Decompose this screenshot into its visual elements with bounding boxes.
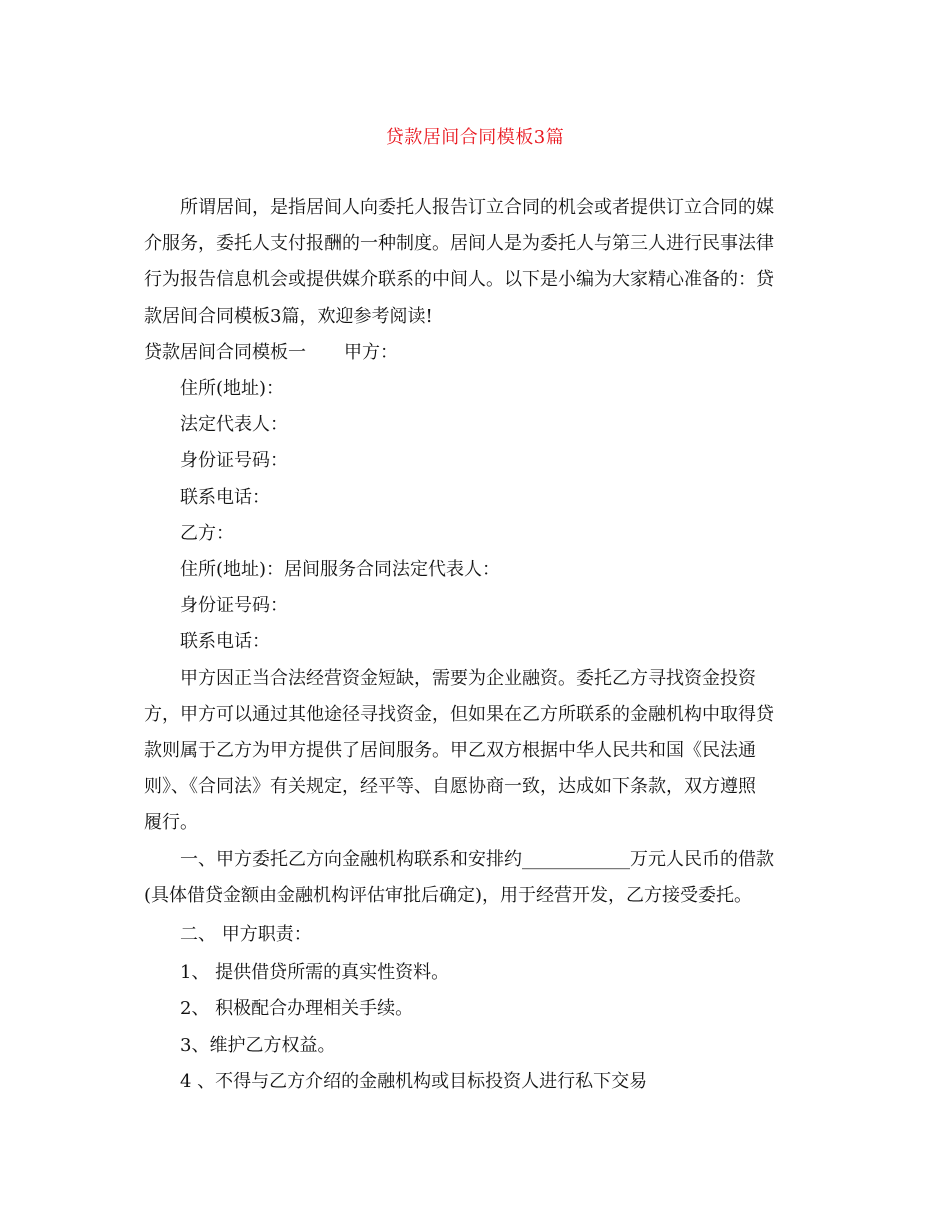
section-heading: 贷款居间合同模板一 xyxy=(144,342,306,363)
clause2-item-1: 1、 提供借贷所需的真实性资料。 xyxy=(180,962,450,983)
clause2-item-4: 4 、不得与乙方介绍的金融机构或目标投资人进行私下交易 xyxy=(180,1071,648,1092)
party-a-id-number: 身份证号码： xyxy=(180,450,288,471)
party-a-label: 甲方： xyxy=(344,342,398,363)
clause2-item-2: 2、 积极配合办理相关手续。 xyxy=(180,998,414,1019)
para2-line-1: 甲方因正当合法经营资金短缺，需要为企业融资。委托乙方寻找资金投资 xyxy=(180,668,756,689)
document-title: 贷款居间合同模板3篇 xyxy=(385,127,565,148)
para2-line-3: 款则属于乙方为甲方提供了居间服务。甲乙双方根据中华人民共和国《民法通 xyxy=(144,740,756,761)
party-b-address: 住所(地址)：居间服务合同法定代表人： xyxy=(180,559,501,580)
clause1-line-1: 一、甲方委托乙方向金融机构联系和安排约____________万元人民币的借款 xyxy=(180,849,774,870)
intro-line-3: 行为报告信息机会或提供媒介联系的中间人。以下是小编为大家精心准备的：贷 xyxy=(144,269,774,290)
party-b-id-number: 身份证号码： xyxy=(180,595,288,616)
party-b-phone: 联系电话： xyxy=(180,631,270,652)
party-a-address: 住所(地址)： xyxy=(180,378,285,399)
intro-line-4: 款居间合同模板3篇，欢迎参考阅读! xyxy=(144,306,433,327)
clause2-item-3: 3、维护乙方权益。 xyxy=(180,1035,336,1056)
clause1-line-2: (具体借贷金额由金融机构评估审批后确定)，用于经营开发，乙方接受委托。 xyxy=(144,885,753,906)
para2-line-2: 方，甲方可以通过其他途径寻找资金，但如果在乙方所联系的金融机构中取得贷 xyxy=(144,704,774,725)
intro-line-2: 介服务，委托人支付报酬的一种制度。居间人是为委托人与第三人进行民事法律 xyxy=(144,233,774,254)
intro-line-1: 所谓居间，是指居间人向委托人报告订立合同的机会或者提供订立合同的媒 xyxy=(180,197,774,218)
clause2-heading: 二、 甲方职责： xyxy=(180,924,312,945)
party-b-label: 乙方： xyxy=(180,523,234,544)
party-a-representative: 法定代表人： xyxy=(180,414,288,435)
para2-line-4: 则》、《合同法》有关规定，经平等、自愿协商一致，达成如下条款，双方遵照 xyxy=(144,776,756,797)
para2-line-5: 履行。 xyxy=(144,812,198,833)
party-a-phone: 联系电话： xyxy=(180,487,270,508)
section-heading-row xyxy=(144,341,398,365)
